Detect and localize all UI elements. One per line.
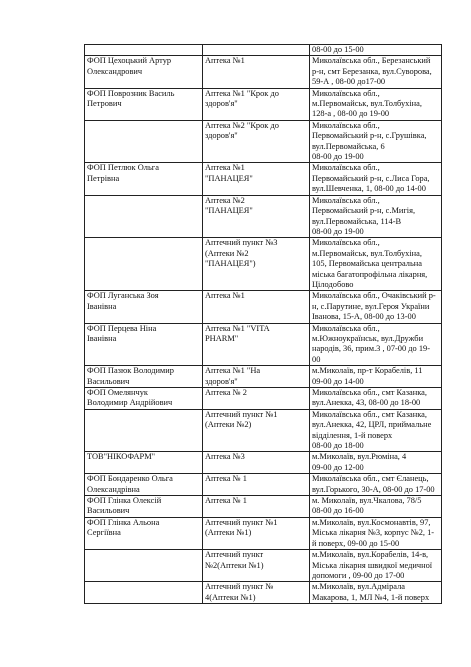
pharmacy-cell: [203, 120, 310, 163]
cell-text-line: вул.Анекка, 42, ЦРЛ, приймальне: [312, 420, 432, 430]
pharmacy-cell: [203, 366, 310, 388]
cell-text-line: допомоги , 09-00 до 17-00: [312, 570, 405, 580]
cell-text-line: здоров'я": [205, 99, 238, 109]
cell-text-line: Олександрович: [87, 66, 143, 76]
address-hours-cell: [310, 409, 442, 452]
table-row: [85, 291, 442, 323]
cell-text-line: Аптека № 1: [205, 474, 247, 484]
address-hours-cell: [310, 291, 442, 323]
cell-text-line: Аптечний пункт №3: [205, 238, 278, 248]
cell-text-line: відділення, 1-й поверх: [312, 430, 393, 440]
table-row: [85, 452, 442, 474]
pharmacy-cell: [203, 195, 310, 238]
cell-text-line: Міська лікарня №3, корпус №2, 1-: [312, 528, 435, 538]
table-row: [85, 56, 442, 88]
address-hours-cell: [310, 238, 442, 291]
owner-cell: [85, 45, 203, 56]
owner-cell: [85, 388, 203, 410]
table-row: [85, 88, 442, 120]
cell-text-line: м.Первомайськ, вул.Толбухіна,: [312, 99, 422, 109]
cell-text-line: м. Миколаїв, вул.Чкалова, 78/5: [312, 496, 422, 506]
cell-text-line: Аптека №1 "VITA: [205, 323, 270, 333]
cell-text-line: здоров'я": [205, 376, 238, 386]
table-row: [85, 45, 442, 56]
cell-text-line: здоров'я": [205, 131, 238, 141]
cell-text-line: Миколаївська обл.,: [312, 163, 380, 173]
cell-text-line: ФОП Поврозник Василь: [87, 88, 175, 98]
pharmacy-registry-table: [84, 44, 442, 604]
cell-text-line: Олександрівна: [87, 484, 140, 494]
cell-text-line: Миколаївська обл.,: [312, 88, 380, 98]
cell-text-line: Аптека №1 "На: [205, 366, 261, 376]
cell-text-line: м.Миколаїв, вул.Корабелів, 14-в,: [312, 550, 429, 560]
cell-text-line: Первомайський р-н, с.Мигія,: [312, 206, 416, 216]
cell-text-line: ФОП Пазюк Володимир: [87, 366, 174, 376]
cell-text-line: Міська лікарня швидкої медичної: [312, 560, 433, 570]
owner-cell: [85, 517, 203, 549]
cell-text-line: Петрівна: [87, 173, 120, 183]
cell-text-line: Аптека № 2: [205, 388, 247, 397]
cell-text-line: Аптека №2: [205, 195, 245, 205]
cell-text-line: й поверх, 09-00 до 15-00: [312, 538, 400, 548]
owner-cell: [85, 323, 203, 366]
cell-text-line: (Аптеки №1): [205, 528, 252, 538]
cell-text-line: 08-00 до 19-00: [312, 152, 364, 162]
cell-text-line: Миколаївська обл.,: [312, 120, 380, 130]
cell-text-line: м.Миколаїв, вул.Рюміна, 4: [312, 452, 407, 462]
owner-cell: [85, 238, 203, 291]
cell-text-line: вул.Горького, 30-А, 08-00 до 17-00: [312, 484, 435, 494]
cell-text-line: м.Миколаїв, вул.Космонавтів, 97,: [312, 517, 431, 527]
cell-text-line: "ПАНАЦЕЯ": [205, 173, 253, 183]
table-row: [85, 323, 442, 366]
owner-cell: [85, 163, 203, 195]
pharmacy-cell: [203, 582, 310, 604]
cell-text-line: Миколаївська обл., смт Казанка,: [312, 409, 427, 419]
pharmacy-cell: [203, 323, 310, 366]
cell-text-line: 08-00 до 16-00: [312, 506, 364, 516]
cell-text-line: Аптека № 1: [205, 496, 247, 506]
cell-text-line: Аптека №1: [205, 163, 245, 173]
cell-text-line: Миколаївська обл., смт Казанка,: [312, 388, 427, 397]
pharmacy-cell: [203, 56, 310, 88]
cell-text-line: Миколаївська обл.,: [312, 323, 380, 333]
cell-text-line: м.Южноукраїнськ, вул.Дружби: [312, 333, 424, 343]
cell-text-line: PHARM": [205, 333, 239, 343]
cell-text-line: 00: [312, 354, 321, 364]
address-hours-cell: [310, 88, 442, 120]
table-row: [85, 409, 442, 452]
cell-text-line: вул.Первомайська, 6: [312, 141, 385, 151]
owner-cell: [85, 474, 203, 496]
cell-text-line: 128-а , 08-00 до 19-00: [312, 109, 390, 119]
table-row: [85, 517, 442, 549]
address-hours-cell: [310, 550, 442, 582]
table-row: [85, 195, 442, 238]
cell-text-line: Аптека №1 "Крок до: [205, 88, 279, 98]
pharmacy-cell: [203, 517, 310, 549]
cell-text-line: ФОП Бондаренко Ольга: [87, 474, 173, 484]
pharmacy-cell: [203, 238, 310, 291]
pharmacy-cell: [203, 163, 310, 195]
cell-text-line: м.Миколаїв, пр-т Корабелів, 11: [312, 366, 423, 376]
cell-text-line: р-н, смт Березанка, вул.Суворова,: [312, 66, 432, 76]
cell-text-line: 09-00 до 12-00: [312, 462, 364, 472]
cell-text-line: №2(Аптеки №1): [205, 560, 264, 570]
cell-text-line: 08-00 до 15-00: [312, 45, 364, 54]
pharmacy-cell: [203, 45, 310, 56]
table-row: [85, 496, 442, 518]
cell-text-line: Миколаївська обл., Березанський: [312, 56, 431, 66]
address-hours-cell: [310, 323, 442, 366]
cell-text-line: ФОП Цехоцький Артур: [87, 56, 172, 66]
pharmacy-cell: [203, 88, 310, 120]
owner-cell: [85, 195, 203, 238]
table-row: [85, 550, 442, 582]
cell-text-line: Сергіївна: [87, 528, 121, 538]
table-row: [85, 163, 442, 195]
pharmacy-cell: [203, 388, 310, 410]
address-hours-cell: [310, 452, 442, 474]
cell-text-line: ФОП Глінка Альона: [87, 517, 160, 527]
cell-text-line: міська багатопрофільна лікарня,: [312, 269, 428, 279]
cell-text-line: ФОП Омелянчук: [87, 388, 148, 397]
address-hours-cell: [310, 45, 442, 56]
cell-text-line: 59-А , 08-00 до17-00: [312, 77, 386, 87]
cell-text-line: Васильович: [87, 506, 130, 516]
table-row: [85, 238, 442, 291]
cell-text-line: м.Миколаїв, вул.Адмірала: [312, 582, 405, 592]
cell-text-line: ФОП Глінка Олексій: [87, 496, 162, 506]
address-hours-cell: [310, 474, 442, 496]
cell-text-line: ТОВ"НІКОФАРМ": [87, 452, 156, 462]
owner-cell: [85, 409, 203, 452]
cell-text-line: Володимир Андрійович: [87, 398, 173, 408]
address-hours-cell: [310, 517, 442, 549]
owner-cell: [85, 452, 203, 474]
cell-text-line: ФОП Луганська Зоя: [87, 291, 159, 301]
pharmacy-cell: [203, 291, 310, 323]
cell-text-line: 08-00 до 19-00: [312, 226, 364, 236]
cell-text-line: Аптека №1: [205, 56, 245, 66]
table-row: [85, 120, 442, 163]
cell-text-line: Іванівна: [87, 301, 117, 311]
cell-text-line: (Аптеки №2: [205, 248, 249, 258]
cell-text-line: Макарова, 1, МЛ №4, 1-й поверх: [312, 592, 430, 602]
owner-cell: [85, 88, 203, 120]
cell-text-line: Аптечний пункт №: [205, 582, 274, 592]
owner-cell: [85, 550, 203, 582]
owner-cell: [85, 291, 203, 323]
cell-text-line: Миколаївська обл., смт Єланець,: [312, 474, 429, 484]
table-row: [85, 474, 442, 496]
owner-cell: [85, 56, 203, 88]
table-row: [85, 366, 442, 388]
pharmacy-cell: [203, 474, 310, 496]
address-hours-cell: [310, 195, 442, 238]
owner-cell: [85, 366, 203, 388]
cell-text-line: вул.Шевченка, 1, 08-00 до 14-00: [312, 184, 426, 194]
cell-text-line: вул.Первомайська, 114-В: [312, 216, 402, 226]
cell-text-line: н, с.Парутине, вул.Героя України: [312, 301, 430, 311]
cell-text-line: 09-00 до 14-00: [312, 376, 364, 386]
table-body: [85, 45, 442, 604]
cell-text-line: м.Первомайськ, вул.Толбухіна,: [312, 248, 422, 258]
address-hours-cell: [310, 388, 442, 410]
cell-text-line: Первомайський р-н, с.Лиса Гора,: [312, 173, 430, 183]
cell-text-line: Аптека №3: [205, 452, 245, 462]
cell-text-line: Миколаївська обл.,: [312, 195, 380, 205]
address-hours-cell: [310, 496, 442, 518]
cell-text-line: Аптечний пункт №1: [205, 517, 278, 527]
cell-text-line: 08-00 до 18-00: [312, 441, 364, 451]
cell-text-line: Первомайський р-н, с.Грушівка,: [312, 131, 427, 141]
pharmacy-cell: [203, 496, 310, 518]
cell-text-line: ФОП Перцева Ніна: [87, 323, 157, 333]
cell-text-line: вул.Анекка, 43, 08-00 до 18-00: [312, 398, 421, 408]
cell-text-line: 105, Первомайська центральна: [312, 259, 422, 269]
pharmacy-cell: [203, 452, 310, 474]
owner-cell: [85, 120, 203, 163]
owner-cell: [85, 582, 203, 604]
cell-text-line: Васильович: [87, 376, 130, 386]
cell-text-line: Аптечний пункт №1: [205, 409, 278, 419]
cell-text-line: Іванова, 15-А, 08-00 до 13-00: [312, 312, 416, 322]
address-hours-cell: [310, 366, 442, 388]
address-hours-cell: [310, 582, 442, 604]
cell-text-line: Аптека №1: [205, 291, 245, 301]
cell-text-line: Миколаївська обл., Очаківський р-: [312, 291, 436, 301]
address-hours-cell: [310, 120, 442, 163]
address-hours-cell: [310, 163, 442, 195]
cell-text-line: 4(Аптеки №1): [205, 592, 256, 602]
cell-text-line: "ПАНАЦЕЯ": [205, 206, 253, 216]
cell-text-line: Іванівна: [87, 333, 117, 343]
cell-text-line: (Аптеки №2): [205, 420, 252, 430]
table-row: [85, 582, 442, 604]
owner-cell: [85, 496, 203, 518]
cell-text-line: ФОП Петлюк Ольга: [87, 163, 159, 173]
cell-text-line: Аптека №2 "Крок до: [205, 120, 279, 130]
cell-text-line: Аптечний пункт: [205, 550, 264, 560]
cell-text-line: народів, 36, прим.3 , 07-00 до 19-: [312, 344, 430, 354]
cell-text-line: Петрович: [87, 99, 122, 109]
cell-text-line: "ПАНАЦЕЯ"): [205, 259, 256, 269]
pharmacy-cell: [203, 550, 310, 582]
table-row: [85, 388, 442, 410]
cell-text-line: Цілодобово: [312, 279, 354, 289]
pharmacy-cell: [203, 409, 310, 452]
address-hours-cell: [310, 56, 442, 88]
cell-text-line: Миколаївська обл.,: [312, 238, 380, 248]
